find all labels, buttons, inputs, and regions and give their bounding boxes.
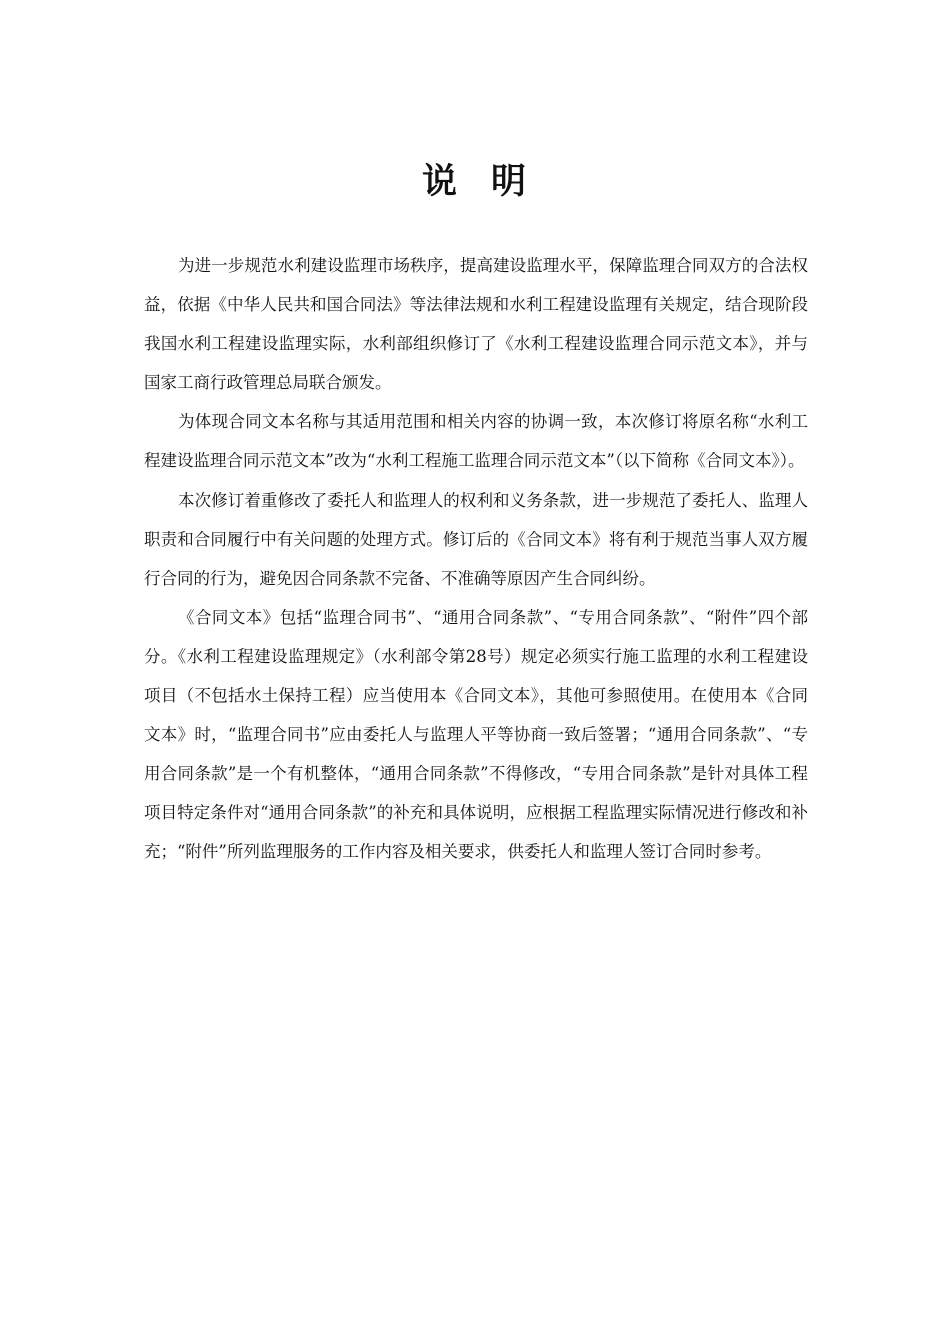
title-char-1: 说 (421, 161, 459, 202)
body-text (144, 246, 808, 872)
paragraph-2: 为体现合同文本名称与其适用范围和相关内容的协调一致，本次修订将原名称“水利工程建设监理合同示范文本”改为“水利工程施工监理合同示范文本”（以下简称《合同文本》）。 (144, 412, 808, 471)
page-title (0, 152, 950, 212)
paragraph-3: 本次修订着重修改了委托人和监理人的权利和义务条款，进一步规范了委托人、监理人职责和合同履行中有关问题的处理方式。修订后的《合同文本》将有利于规范当事人双方履行合同的行为，避免因合同条款不完备、不准确等原因产生合同纠纷。 (144, 490, 808, 588)
title-char-2: 明 (491, 161, 529, 202)
paragraph-1: 为进一步规范水利建设监理市场秩序，提高建设监理水平，保障监理合同双方的合法权益，依据《中华人民共和国合同法》等法律法规和水利工程建设监理有关规定，结合现阶段我国水利工程建设监理实际，水利部组织修订了《水利工程建设监理合同示范文本》，并与国家工商行政管理总局联合颁发。 (144, 256, 808, 393)
paragraph-4: 《合同文本》包括“监理合同书”、“通用合同条款”、“专用合同条款”、“附件”四个部分。《水利工程建设监理规定》（水利部令第28号）规定必须实行施工监理的水利工程建设项目（不包括水土保持工程）应当使用本《合同文本》，其他可参照使用。在使用本《合同文本》时，“监理合同书”应由委托人与监理人平等协商一致后签署；“通用合同条款”、“专用合同条款”是一个有机整体，“通用合同条款”不得修改，“专用合同条款”是针对具体工程项目特定条件对“通用合同条款”的补充和具体说明，应根据工程监理实际情况进行修改和补充；“附件”所列监理服务的工作内容及相关要求，供委托人和监理人签订合同时参考。 (144, 607, 808, 862)
